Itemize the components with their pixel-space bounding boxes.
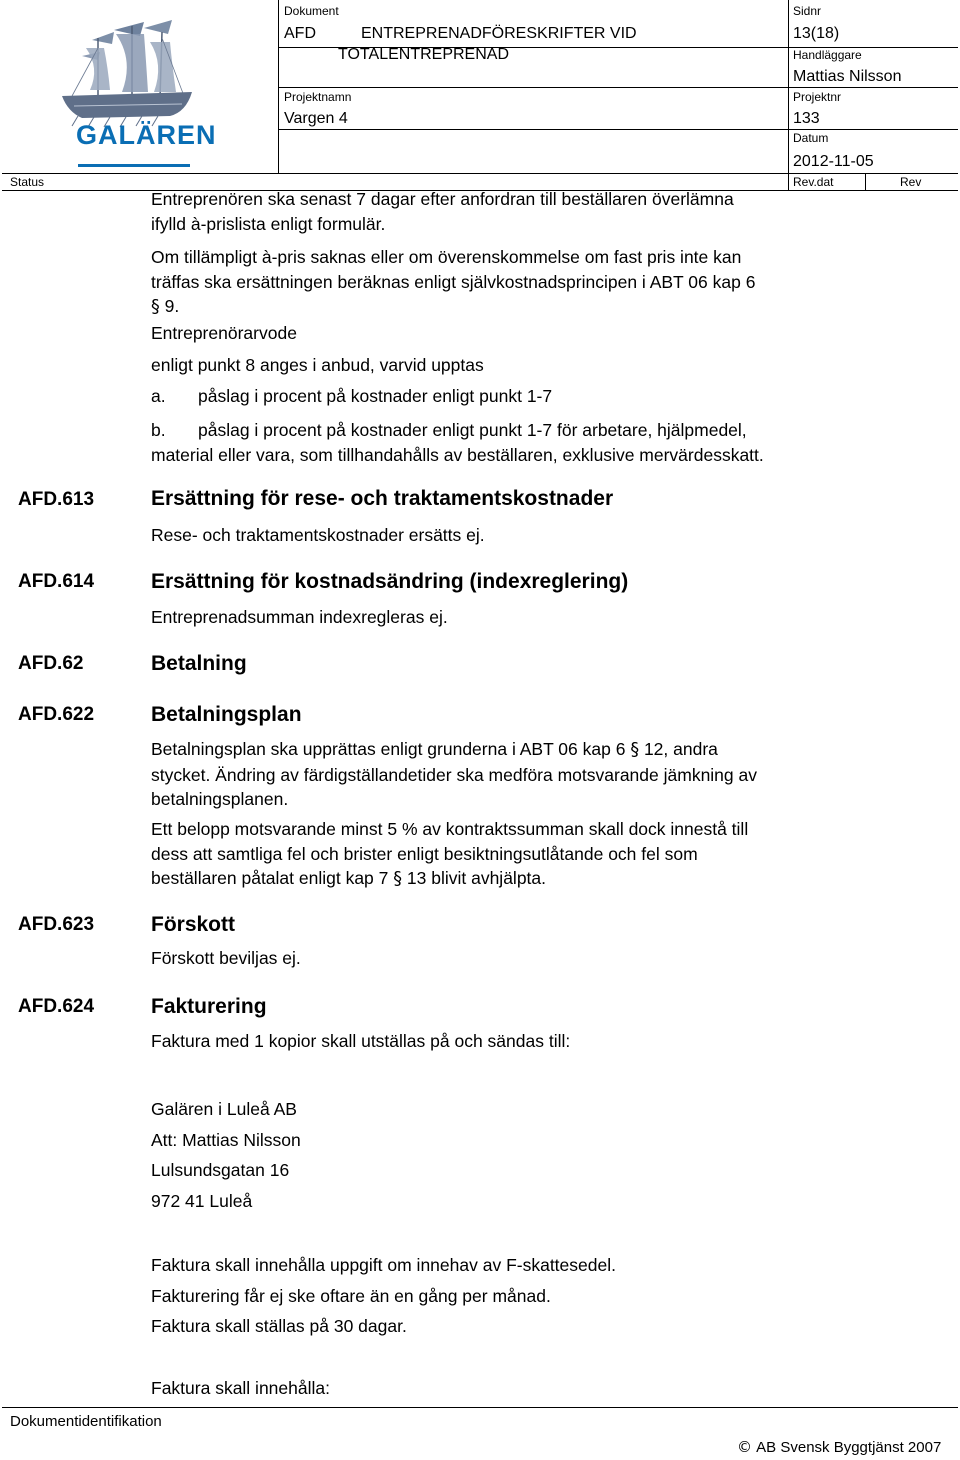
projektnamn-label: Projektnamn (284, 90, 352, 104)
company-logo (52, 8, 217, 178)
section-heading-624: Fakturering (151, 995, 267, 1018)
entreprenorarvode-subheading: Entreprenörarvode (151, 323, 297, 343)
sidnr-label: Sidnr (793, 4, 822, 18)
dokument-label: Dokument (284, 4, 339, 18)
section-text-623: Förskott beviljas ej. (151, 948, 301, 968)
copyright-icon: © (737, 1438, 752, 1456)
section-heading-623: Förskott (151, 913, 235, 936)
section-heading-613: Ersättning för rese- och traktamentskostnader (151, 487, 614, 510)
section-text-614: Entreprenadsumman indexregleras ej. (151, 607, 448, 627)
list-item-b: b. påslag i procent på kostnader enligt punkt 1-7 för arbetare, hjälpmedel, material eller vara, som tillhandahålls av beställaren, exklusive mervärdesskatt. (151, 420, 764, 465)
invoice-notes (151, 1250, 616, 1342)
projektnamn-value: Vargen 4 (284, 110, 348, 127)
revdat-label: Rev.dat (793, 175, 834, 189)
status-label: Status (10, 175, 45, 189)
section-code-622: AFD.622 (18, 704, 95, 725)
section-symbol: § (630, 740, 640, 760)
section-text-624: Faktura med 1 kopior skall utställas på och sändas till: (151, 1031, 571, 1051)
dokument-code: AFD (284, 25, 316, 42)
section-heading-62: Betalning (151, 652, 247, 675)
rev-label: Rev (900, 175, 922, 189)
section-622-paragraph-2: Ett belopp motsvarande minst 5 % av kontraktssumman skall dock innestå till dess att samtliga fel och brister enligt besiktningsutlåtande och fel som beställaren påtalat enligt kap 7 § 13 blivit avhjälpta. (151, 819, 749, 889)
address-line: Att: Mattias Nilsson (151, 1129, 301, 1150)
section-heading-622: Betalningsplan (151, 703, 302, 726)
invoice-note: Faktura skall innehålla uppgift om innehav av F-skattesedel. (151, 1255, 616, 1275)
invoice-address (151, 1094, 301, 1216)
handlaggare-value: Mattias Nilsson (793, 68, 902, 85)
datum-value: 2012-11-05 (793, 153, 874, 170)
datum-label: Datum (793, 131, 829, 145)
section-code-623: AFD.623 (18, 914, 95, 935)
intro-paragraph-1: Entreprenören ska senast 7 dagar efter anfordran till beställaren överlämna ifylld à-prislista enligt formulär. (151, 189, 734, 234)
invoice-note: Fakturering får ej ske oftare än en gång per månad. (151, 1285, 551, 1306)
projektnr-label: Projektnr (793, 90, 842, 104)
invoice-contents-text: Faktura skall innehålla: (151, 1378, 330, 1398)
logo-text: GALÄREN (76, 120, 217, 150)
sidnr-value: 13(18) (793, 25, 840, 42)
section-code-613: AFD.613 (18, 489, 95, 510)
intro-paragraph-2: Om tillämpligt à-pris saknas eller om överenskommelse om fast pris inte kan träffas ska ersättningen beräknas enligt självkostnadsprincipen i ABT 06 kap 6 § 9. (151, 247, 756, 317)
section-symbol: § (151, 297, 160, 317)
section-heading-614: Ersättning för kostnadsändring (indexreglering) (151, 570, 629, 593)
section-code-624: AFD.624 (18, 996, 95, 1017)
dokument-title-line2: TOTALENTREPRENAD (338, 46, 509, 63)
address-line: Lulsundsgatan 16 (151, 1160, 290, 1180)
document-identification-label: Dokumentidentifikation (10, 1413, 162, 1430)
intro-paragraph-3: enligt punkt 8 anges i anbud, varvid upptas (151, 355, 484, 375)
dokument-title-line1: ENTREPRENADFÖRESKRIFTER VID (361, 25, 637, 42)
copyright-notice: © AB Svensk Byggtjänst 2007 (737, 1438, 942, 1456)
section-code-614: AFD.614 (18, 571, 95, 592)
list-item-a: a. påslag i procent på kostnader enligt punkt 1-7 (151, 386, 553, 406)
address-line: Galären i Luleå AB (151, 1099, 297, 1119)
section-text-613: Rese- och traktamentskostnader ersätts ej. (151, 525, 485, 545)
handlaggare-label: Handläggare (793, 48, 862, 62)
projektnr-value: 133 (793, 110, 820, 127)
address-line: 972 41 Luleå (151, 1190, 253, 1211)
section-symbol: § (393, 869, 403, 889)
section-622-paragraph-1: Betalningsplan ska upprättas enligt grunderna i ABT 06 kap 6 § 12, andra stycket. Ändring av färdigställandetider ska medföra motsvarande jämkning av betalningsplanen. (151, 739, 757, 809)
galleon-ship-icon (52, 8, 217, 178)
section-code-62: AFD.62 (18, 653, 84, 674)
invoice-note: Faktura skall ställas på 30 dagar. (151, 1316, 407, 1336)
